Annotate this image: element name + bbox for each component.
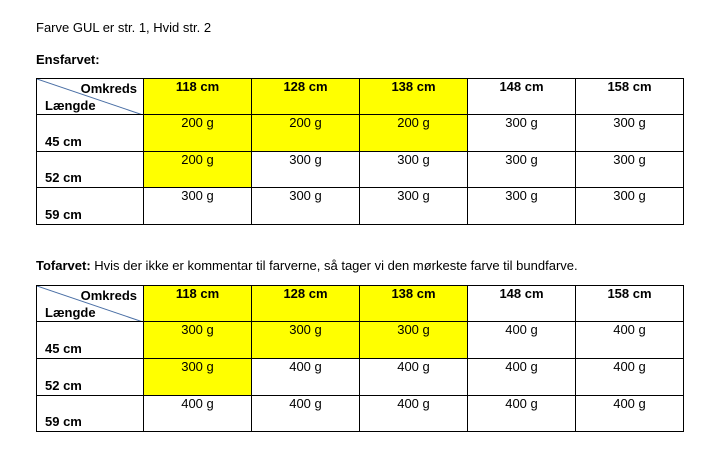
table-header-row xyxy=(37,286,684,322)
table-row xyxy=(37,115,684,152)
cell-value: 300 g xyxy=(144,322,252,359)
column-header: 148 cm xyxy=(468,286,576,322)
cell-value: 400 g xyxy=(468,396,576,432)
cell-value: 400 g xyxy=(360,359,468,396)
row-label: 45 cm xyxy=(37,115,144,152)
row-label: 45 cm xyxy=(37,322,144,359)
column-header: 138 cm xyxy=(360,286,468,322)
cell-value: 300 g xyxy=(576,188,684,225)
cell-value: 400 g xyxy=(576,359,684,396)
table-row xyxy=(37,152,684,188)
corner-label-omkreds: Omkreds xyxy=(80,288,137,303)
table-single-color xyxy=(36,78,684,225)
table-header-row xyxy=(37,79,684,115)
row-label: 59 cm xyxy=(37,396,144,432)
cell-value: 200 g xyxy=(360,115,468,152)
cell-value: 400 g xyxy=(360,396,468,432)
section-heading-two-color: Tofarvet: xyxy=(36,258,91,273)
cell-value: 300 g xyxy=(144,188,252,225)
cell-value: 200 g xyxy=(252,115,360,152)
cell-value: 300 g xyxy=(360,188,468,225)
corner-label-omkreds: Omkreds xyxy=(80,81,137,96)
cell-value: 400 g xyxy=(576,322,684,359)
section-heading-single-color: Ensfarvet: xyxy=(36,52,100,67)
document-title: Farve GUL er str. 1, Hvid str. 2 xyxy=(36,20,212,35)
column-header: 128 cm xyxy=(252,79,360,115)
cell-value: 300 g xyxy=(576,115,684,152)
cell-value: 300 g xyxy=(252,152,360,188)
table-two-color xyxy=(36,285,684,432)
cell-value: 400 g xyxy=(468,322,576,359)
table-row xyxy=(37,322,684,359)
table-row xyxy=(37,359,684,396)
row-label: 52 cm xyxy=(37,359,144,396)
corner-label-laengde: Længde xyxy=(45,98,96,113)
corner-cell xyxy=(37,79,144,115)
table-row xyxy=(37,188,684,225)
column-header: 118 cm xyxy=(144,286,252,322)
column-header: 148 cm xyxy=(468,79,576,115)
section-note: Hvis der ikke er kommentar til farverne, så tager vi den mørkeste farve til bundfarve. xyxy=(90,258,578,273)
cell-value: 300 g xyxy=(576,152,684,188)
cell-value: 400 g xyxy=(252,396,360,432)
column-header: 138 cm xyxy=(360,79,468,115)
cell-value: 300 g xyxy=(144,359,252,396)
row-label: 52 cm xyxy=(37,152,144,188)
column-header: 128 cm xyxy=(252,286,360,322)
cell-value: 300 g xyxy=(252,322,360,359)
section-two-color-line xyxy=(36,258,578,273)
cell-value: 200 g xyxy=(144,152,252,188)
cell-value: 300 g xyxy=(360,152,468,188)
column-header: 158 cm xyxy=(576,286,684,322)
cell-value: 300 g xyxy=(468,188,576,225)
cell-value: 400 g xyxy=(576,396,684,432)
cell-value: 300 g xyxy=(252,188,360,225)
column-header: 118 cm xyxy=(144,79,252,115)
cell-value: 400 g xyxy=(144,396,252,432)
cell-value: 300 g xyxy=(468,152,576,188)
table-row xyxy=(37,396,684,432)
corner-label-laengde: Længde xyxy=(45,305,96,320)
cell-value: 200 g xyxy=(144,115,252,152)
column-header: 158 cm xyxy=(576,79,684,115)
cell-value: 400 g xyxy=(468,359,576,396)
cell-value: 300 g xyxy=(360,322,468,359)
corner-cell xyxy=(37,286,144,322)
row-label: 59 cm xyxy=(37,188,144,225)
cell-value: 300 g xyxy=(468,115,576,152)
cell-value: 400 g xyxy=(252,359,360,396)
